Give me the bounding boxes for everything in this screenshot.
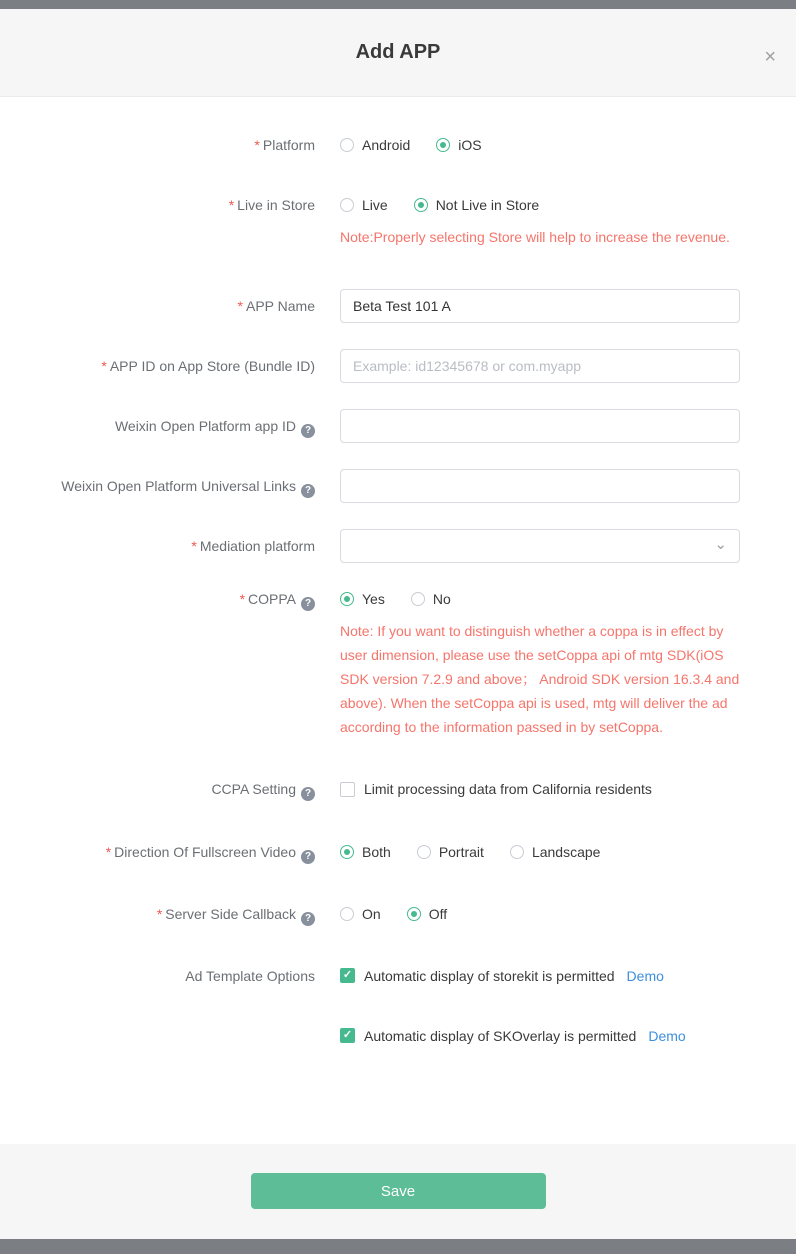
app-name-input[interactable] [340, 289, 740, 323]
radio-unselected-icon [340, 198, 354, 212]
form-row-weixin-links [30, 469, 766, 503]
store-note-text: Note:Properly selecting Store will help to increase the revenue. [340, 229, 730, 245]
demo-link-skoverlay[interactable]: Demo [648, 1027, 686, 1044]
form-row-ccpa [30, 779, 766, 802]
radio-label: Both [362, 843, 391, 860]
radio-label: Off [428, 905, 448, 922]
background-strip-top [0, 0, 796, 9]
form-row-coppa [30, 589, 766, 739]
checkbox-label: Automatic display of SKOverlay is permitted [364, 1027, 637, 1044]
radio-direction-both[interactable] [340, 842, 391, 862]
modal-header [0, 9, 796, 97]
form-row-direction [30, 842, 766, 864]
demo-link-storekit[interactable]: Demo [626, 967, 664, 984]
modal-footer [0, 1144, 796, 1239]
required-asterisk: * [254, 137, 260, 153]
close-icon[interactable]: × [764, 46, 776, 68]
weixin-links-input[interactable] [340, 469, 740, 503]
radio-selected-icon [414, 198, 428, 212]
form-row-callback [30, 904, 766, 926]
radio-label: Not Live in Store [435, 197, 540, 213]
background-strip-bottom [0, 1239, 796, 1254]
radio-android[interactable] [340, 135, 410, 155]
question-icon[interactable]: ? [301, 597, 315, 611]
platform-label: * Platform [254, 137, 315, 153]
checkbox-ccpa[interactable] [340, 779, 652, 799]
save-button[interactable]: Save [251, 1173, 546, 1209]
required-asterisk: * [156, 905, 163, 922]
radio-not-live[interactable] [414, 195, 540, 215]
mediation-label: * Mediation platform [191, 538, 315, 554]
form-row-app-name [30, 289, 766, 323]
radio-direction-landscape[interactable] [510, 842, 601, 862]
app-name-label: * APP Name [237, 298, 315, 314]
form-row-mediation [30, 529, 766, 563]
question-icon[interactable]: ? [301, 787, 315, 801]
radio-callback-on[interactable] [340, 904, 381, 924]
weixin-app-id-label: Weixin Open Platform app ID ? [30, 409, 340, 443]
app-id-input[interactable] [340, 349, 740, 383]
radio-coppa-no[interactable] [411, 589, 451, 609]
required-asterisk: * [237, 298, 243, 314]
required-asterisk: * [239, 591, 246, 607]
checkbox-storekit[interactable] [340, 966, 615, 986]
form-row-weixin-app-id [30, 409, 766, 443]
radio-label: Live [362, 197, 388, 213]
coppa-note-text: Note: If you want to distinguish whether a coppa is in effect by user dimension, please use the setCoppa api of mtg SDK(iOS SDK version 7.2.9 and above； Android SDK version 16.3.4 and above). When the setCoppa api is used, mtg will deliver the ad according to the information passed in by setCoppa. [340, 623, 740, 735]
checkbox-skoverlay[interactable] [340, 1026, 636, 1046]
required-asterisk: * [191, 538, 197, 554]
required-asterisk: * [105, 843, 112, 860]
ad-template-item-storekit [340, 966, 766, 986]
coppa-label: * COPPA ? [30, 589, 340, 739]
checkbox-checked-icon: ✓ [340, 1028, 355, 1043]
radio-unselected-icon [510, 845, 524, 859]
ad-template-label: Ad Template Options [185, 967, 315, 984]
radio-ios[interactable] [436, 135, 481, 155]
radio-unselected-icon [417, 845, 431, 859]
form-row-live-in-store [30, 195, 766, 249]
radio-selected-icon [436, 138, 450, 152]
checkbox-checked-icon: ✓ [340, 968, 355, 983]
radio-label: Portrait [438, 843, 484, 860]
radio-callback-off[interactable] [407, 904, 447, 924]
question-icon[interactable]: ? [301, 484, 315, 498]
radio-unselected-icon [340, 138, 354, 152]
checkbox-label: Automatic display of storekit is permitted [364, 967, 615, 984]
form-row-ad-template [30, 966, 766, 1046]
radio-direction-portrait[interactable] [417, 842, 484, 862]
direction-label: * Direction Of Fullscreen Video ? [30, 842, 340, 864]
question-icon[interactable]: ? [301, 850, 315, 864]
checkbox-unchecked-icon [340, 782, 355, 797]
app-id-label: * APP ID on App Store (Bundle ID) [101, 358, 315, 374]
radio-label: Yes [362, 591, 385, 607]
page-title: Add APP [355, 41, 441, 63]
weixin-app-id-input[interactable] [340, 409, 740, 443]
radio-unselected-icon [411, 592, 425, 606]
form-body [0, 97, 796, 1144]
checkbox-label: Limit processing data from California residents [364, 781, 652, 797]
radio-selected-icon [340, 845, 354, 859]
ad-template-item-skoverlay [340, 1026, 766, 1046]
radio-selected-icon [340, 592, 354, 606]
radio-label: No [432, 591, 451, 607]
radio-unselected-icon [340, 907, 354, 921]
radio-selected-icon [407, 907, 421, 921]
required-asterisk: * [228, 197, 235, 213]
radio-label: iOS [458, 137, 482, 153]
radio-label: Android [362, 137, 411, 153]
form-row-app-id [30, 349, 766, 383]
chevron-down-icon: ⌄ [714, 536, 727, 553]
required-asterisk: * [101, 358, 107, 374]
radio-label: On [362, 905, 381, 922]
ccpa-label: CCPA Setting ? [30, 779, 340, 802]
mediation-select[interactable] [340, 529, 740, 563]
question-icon[interactable]: ? [301, 424, 315, 438]
radio-coppa-yes[interactable] [340, 589, 385, 609]
radio-live[interactable] [340, 195, 388, 215]
weixin-links-label: Weixin Open Platform Universal Links ? [30, 469, 340, 503]
question-icon[interactable]: ? [301, 912, 315, 926]
form-row-platform [30, 135, 766, 155]
callback-label: * Server Side Callback ? [30, 904, 340, 926]
live-in-store-label: * Live in Store [228, 197, 315, 213]
radio-label: Landscape [531, 843, 601, 860]
